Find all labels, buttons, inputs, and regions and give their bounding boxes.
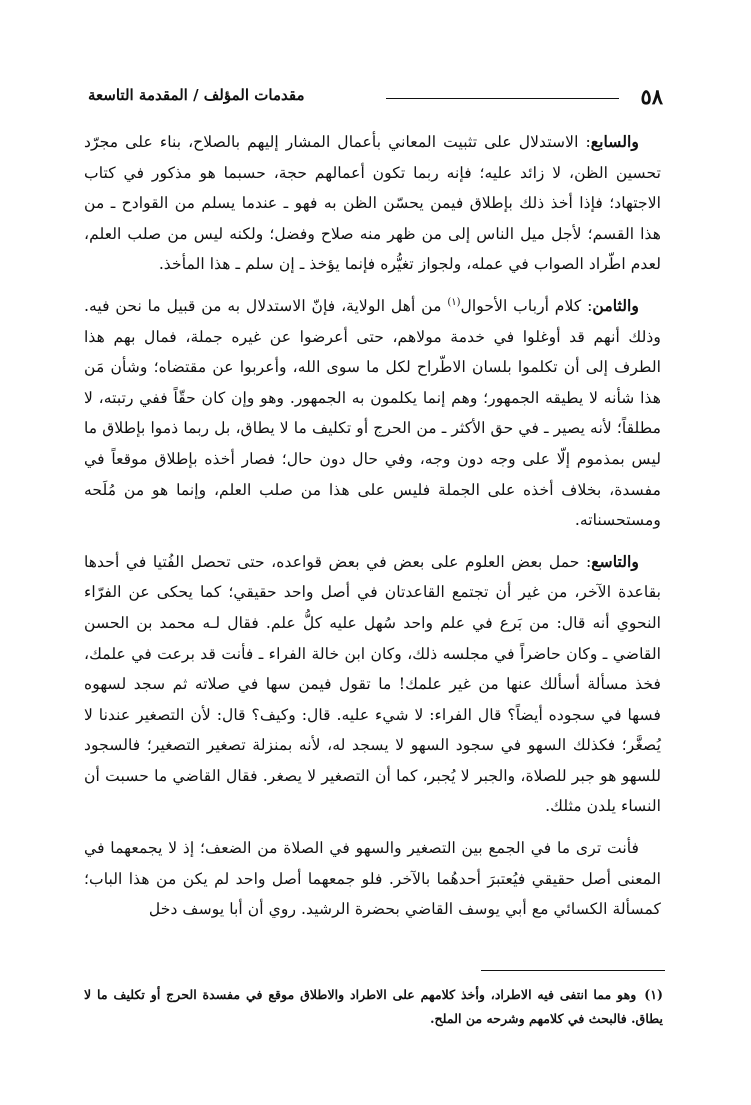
footnote-reference[interactable]: (١) [447, 296, 461, 308]
paragraph-text: : الاستدلال على تثبيت المعاني بأعمال المشار إليهم بالصلاح، بناء على مجرّد تحسين الظن، لا زائد عليه؛ فإنه ربما تكون أعمالهم حجة، حسبما هو مذكور في كتاب الاجتهاد؛ فإذا أخذ ذلك بإطلاق فيمن يحسّن الظن به فهو ـ عندما يسلم من القوادح ـ من هذا القسم؛ لأجل ميل الناس إلى من ظهر منه صلاح وفضل؛ ولكنه ليس من صلب العلم، لعدم اطّراد الصواب في عمله، ولجواز تغيُّره فإنما يؤخذ ـ إن سلم ـ هذا المأخذ. [84, 132, 661, 274]
paragraph-commentary [84, 833, 661, 925]
paragraph-text: : كلام أرباب الأحوال [460, 295, 593, 315]
paragraph-lead: والتاسع [591, 551, 639, 571]
paragraph-ninth [84, 547, 661, 822]
paragraph-seventh [84, 127, 661, 280]
page-header [88, 84, 663, 110]
page-number: ٥٨ [640, 84, 663, 109]
footnote-number: (١) [644, 987, 663, 1002]
footnotes [84, 983, 663, 1031]
footnote-separator [481, 970, 665, 971]
main-text [84, 127, 661, 925]
footnote-item [84, 983, 663, 1031]
paragraph-text: من أهل الولاية، فإنّ الاستدلال به من قبيل ما نحن فيه. وذلك أنهم قد أوغلوا في خدمة مولاهم، حتى أعرضوا عن غيره جملة، فمال بهم هذا الطرف إلى أن تكلموا بلسان الاطّراح لكل ما سوى الله، وأعربوا عن مقتضاه؛ وشأن مَن هذا شأنه لا يطيقه الجمهور؛ وهم إنما يكلمون به الجمهور. وهو وإن كان حقّاً ففي رتبته، لا مطلقاً؛ لأنه يصير ـ في حق الأكثر ـ من الحرج أو تكليف ما لا يطاق، بل ربما ذموا بإطلاق ما ليس بمذموم إلّا على وجه دون وجه، وفي حال دون حال؛ فصار أخذه بإطلاق موقعاً في مفسدة، بخلاف أخذه على الجملة فليس على هذا من صلب العلم، وإنما هو من مُلَحه ومستحسناته. [84, 295, 661, 530]
paragraph-lead: والسابع [590, 132, 639, 151]
paragraph-text: : حمل بعض العلوم على بعض في بعض قواعده، حتى تحصل الفُتيا في أحدها بقاعدة الآخر، من غير أن تجتمع القاعدتان في أصل واحد حقيقي؛ كما يحكى عن الفرّاء النحوي أنه قال: من بَرع في علم واحد سُهل عليه كلُّ علم. فقال لـه محمد بن الحسن القاضي ـ وكان حاضراً في مجلسه ذلك، وكان ابن خالة الفراء ـ فأنت قد برعت في علمك، فخذ مسألة أسألك عنها من غير علمك! ما تقول فيمن سها في صلاته ثم سجد لسهوه فسها في سجوده أيضاً؟ قال الفراء: لا شيء عليه. قال: وكيف؟ قال: لأن التصغير عندنا لا يُصغَّر؛ فكذلك السهو في سجود السهو لا يسجد له، لأنه بمنزلة تصغير التصغير؛ فالسجود للسهو هو جبر للصلاة، والجبر لا يُجبر، كما أن التصغير لا يصغر. فقال القاضي ما حسبت أن النساء يلدن مثلك. [84, 551, 661, 816]
paragraph-text: فأنت ترى ما في الجمع بين التصغير والسهو في الصلاة من الضعف؛ إذ لا يجمعهما في المعنى أصل حقيقي فيُعتبرَ أحدهُما بالآخر. فلو جمعهما أصل واحد لم يكن من هذا الباب؛ كمسألة الكسائي مع أبي يوسف القاضي بحضرة الرشيد. روي أن أبا يوسف دخل [84, 838, 661, 919]
running-title: مقدمات المؤلف / المقدمة التاسعة [88, 86, 305, 104]
header-rule [386, 98, 619, 99]
paragraph-lead: والثامن [592, 295, 639, 315]
footnote-text: وهو مما انتفى فيه الاطراد، وأخذ كلامهم على الاطراد والاطلاق موقع في مفسدة الحرج أو تكليف ما لا يطاق. فالبحث في كلامهم وشرحه من الملح. [84, 987, 663, 1026]
paragraph-eighth [84, 291, 661, 536]
